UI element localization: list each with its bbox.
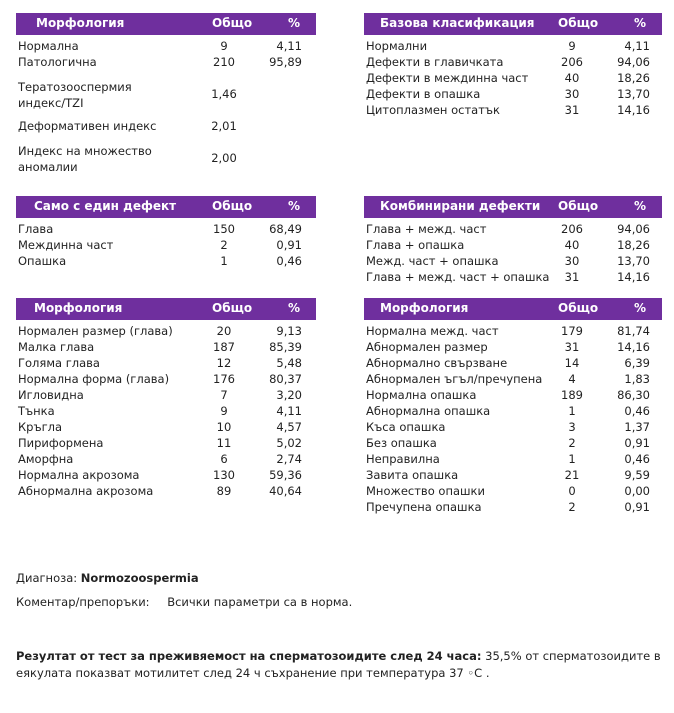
comment-label: Коментар/препоръки: [16,595,150,609]
row-total: 2 [220,238,228,252]
row-label: Кръгла [18,420,63,434]
row-label: Межд. част + опашка [366,254,499,268]
table-row [364,324,662,340]
table-row [364,372,662,388]
row-percent: 94,06 [617,222,650,236]
survival-text-2: еякулата показват мотилитет след 24 ч съхранение при температура 37 ◦C . [16,666,490,680]
table-row [16,356,316,372]
row-label: Нормален размер (глава) [18,324,173,338]
row-total: 40 [564,71,580,85]
header-morphology: Морфология [380,301,469,315]
row-total: 189 [561,388,583,402]
header-total: Общо [212,16,253,30]
header-percent: % [288,16,301,30]
row-label: Нормална опашка [366,388,477,402]
row-label: Абнормален ъгъл/пречупена [366,372,543,386]
row-label: Глава [18,222,54,236]
row-percent: 0,46 [624,404,650,418]
row-percent: 13,70 [617,87,650,101]
survival-text-1: 35,5% от сперматозоидите в [485,649,661,663]
row-label: Абнормална акрозома [18,484,154,498]
row-total: 187 [213,340,235,354]
table-header [364,13,662,35]
row-label: Игловидна [18,388,84,402]
row-percent: 0,46 [276,254,302,268]
row-total: 31 [564,270,580,284]
row-total: 206 [561,222,583,236]
table-row [364,468,662,484]
midpiece-tail-morphology-table [364,298,662,516]
single-defect-table [16,196,316,270]
row-percent: 80,37 [269,372,302,386]
row-percent: 6,39 [624,356,650,370]
table-row [364,238,662,254]
row-percent: 1,83 [624,372,650,386]
row-percent: 94,06 [617,55,650,69]
row-total: 31 [564,103,580,117]
header-total: Общо [558,301,599,315]
row-total: 176 [213,372,235,386]
header-percent: % [634,199,647,213]
row-percent: 85,39 [269,340,302,354]
row-total: 130 [213,468,235,482]
row-label: Без опашка [366,436,437,450]
table-row [364,404,662,420]
table-row [364,103,662,119]
header-morphology: Морфология [34,301,123,315]
row-label: Аморфна [18,452,74,466]
table-row [16,222,316,238]
table-row [16,452,316,468]
morphology-summary-table [16,13,316,175]
row-label: Нормална межд. част [366,324,499,338]
table-row [364,500,662,516]
table-row [16,404,316,420]
header-total: Общо [212,301,253,315]
row-label: Пириформена [18,436,104,450]
row-total: 30 [564,87,580,101]
row-label: Пречупена опашка [366,500,482,514]
row-total: 12 [216,356,232,370]
table-header [16,196,316,218]
row-label: Глава + межд. част + опашка [366,270,550,284]
table-row [16,324,316,340]
row-total: 89 [216,484,232,498]
table-header [364,196,662,218]
row-total: 21 [564,468,580,482]
header-combined-defects: Комбинирани дефекти [380,199,541,213]
row-total: 40 [564,238,580,252]
table-row [16,468,316,484]
row-percent: 3,20 [276,388,302,402]
row-total: 6 [220,452,228,466]
header-percent: % [634,16,647,30]
table-row [16,254,316,270]
table-row [364,340,662,356]
table-row [364,388,662,404]
row-percent: 0,46 [624,452,650,466]
row-percent: 14,16 [617,340,650,354]
row-total: 1 [568,452,576,466]
combined-defects-table [364,196,662,286]
row-total: 3 [568,420,576,434]
table-row [364,87,662,103]
row-label: Нормална форма (глава) [18,372,170,386]
table-row [16,436,316,452]
row-percent: 59,36 [269,468,302,482]
header-percent: % [288,301,301,315]
table-row [364,420,662,436]
table-row: Нормална 9 4,11 [18,39,302,53]
row-total: 4 [568,372,576,386]
row-label: Малка глава [18,340,95,354]
row-label: Абнормално свързване [366,356,508,370]
row-label: Дефекти в главичката [366,55,504,69]
row-percent: 5,02 [276,436,302,450]
header-percent: % [288,199,301,213]
row-total: 9 [568,39,576,53]
row-percent: 14,16 [617,103,650,117]
header-percent: % [634,301,647,315]
header-total: Общо [558,16,599,30]
row-percent: 2,74 [276,452,302,466]
header-morphology: Морфология [36,16,125,30]
row-percent: 68,49 [269,222,302,236]
header-total: Общо [558,199,599,213]
row-label: Опашка [18,254,67,268]
table-row [364,270,662,286]
row-total: 150 [213,222,235,236]
row-total: 30 [564,254,580,268]
index-row: Индекс на множество аномалии 2,00 [18,144,237,174]
table-row [364,452,662,468]
row-label: Цитоплазмен остатък [366,103,500,117]
table-row [364,484,662,500]
table-row [364,356,662,372]
row-percent: 81,74 [617,324,650,338]
comment-value: Всички параметри са в норма. [167,595,353,609]
survival-line-2 [16,666,490,680]
row-percent: 4,11 [276,404,302,418]
row-percent: 5,48 [276,356,302,370]
index-row: Деформативен индекс 2,01 [18,119,237,133]
head-morphology-table [16,298,316,500]
row-total: 2 [568,500,576,514]
header-single-defect: Само с един дефект [34,199,177,213]
table-header [364,298,662,320]
table-row [16,484,316,500]
table-row [364,222,662,238]
row-label: Нормална акрозома [18,468,140,482]
row-label: Абнормална опашка [366,404,491,418]
row-total: 0 [568,484,576,498]
row-label: Тънка [18,404,55,418]
row-total: 11 [216,436,232,450]
row-label: Междинна част [18,238,114,252]
row-label: Дефекти в междинна част [366,71,529,85]
diagnosis-line [16,571,199,585]
diagnosis-label: Диагноза: [16,571,78,585]
row-total: 179 [561,324,583,338]
diagnosis-value: Normozoospermia [80,571,199,585]
row-percent: 9,59 [624,468,650,482]
row-label: Глава + опашка [366,238,465,252]
row-label: Дефекти в опашка [366,87,481,101]
row-total: 206 [561,55,583,69]
table-row [364,55,662,71]
row-percent: 1,37 [624,420,650,434]
row-total: 10 [216,420,232,434]
row-label: Голяма глава [18,356,100,370]
row-label: Къса опашка [366,420,446,434]
header-classification: Базова класификация [380,16,535,30]
row-total: 9 [220,404,228,418]
row-label: Неправилна [366,452,440,466]
row-total: 2 [568,436,576,450]
row-percent: 0,91 [624,500,650,514]
table-header [16,298,316,320]
row-label: Нормални [366,39,428,53]
row-total: 7 [220,388,228,402]
table-row [16,340,316,356]
row-percent: 0,00 [624,484,650,498]
row-total: 1 [568,404,576,418]
row-percent: 18,26 [617,238,650,252]
index-row: Тератозооспермия индекс/TZI 1,46 [18,80,237,110]
table-row [364,39,662,55]
row-percent: 13,70 [617,254,650,268]
basic-classification-table [364,13,662,119]
row-percent: 0,91 [276,238,302,252]
row-total: 1 [220,254,228,268]
row-label: Абнормален размер [366,340,488,354]
table-row [16,238,316,254]
table-row [16,388,316,404]
row-label: Глава + межд. част [366,222,487,236]
row-percent: 4,11 [624,39,650,53]
survival-label: Резултат от тест за преживяемост на сперматозоидите след 24 часа: [16,649,482,663]
row-percent: 18,26 [617,71,650,85]
row-total: 31 [564,340,580,354]
table-row [16,420,316,436]
table-row [364,71,662,87]
row-label: Завита опашка [366,468,459,482]
survival-line-1 [16,649,661,663]
row-percent: 4,57 [276,420,302,434]
row-total: 20 [216,324,232,338]
row-percent: 86,30 [617,388,650,402]
table-row [364,254,662,270]
row-percent: 40,64 [269,484,302,498]
row-total: 14 [564,356,580,370]
table-row [16,372,316,388]
row-percent: 14,16 [617,270,650,284]
row-label: Множество опашки [366,484,485,498]
row-percent: 9,13 [276,324,302,338]
row-percent: 0,91 [624,436,650,450]
header-total: Общо [212,199,253,213]
comment-line [16,595,352,609]
table-header [16,13,316,35]
table-row: Патологична 210 95,89 [18,55,302,69]
table-row [364,436,662,452]
